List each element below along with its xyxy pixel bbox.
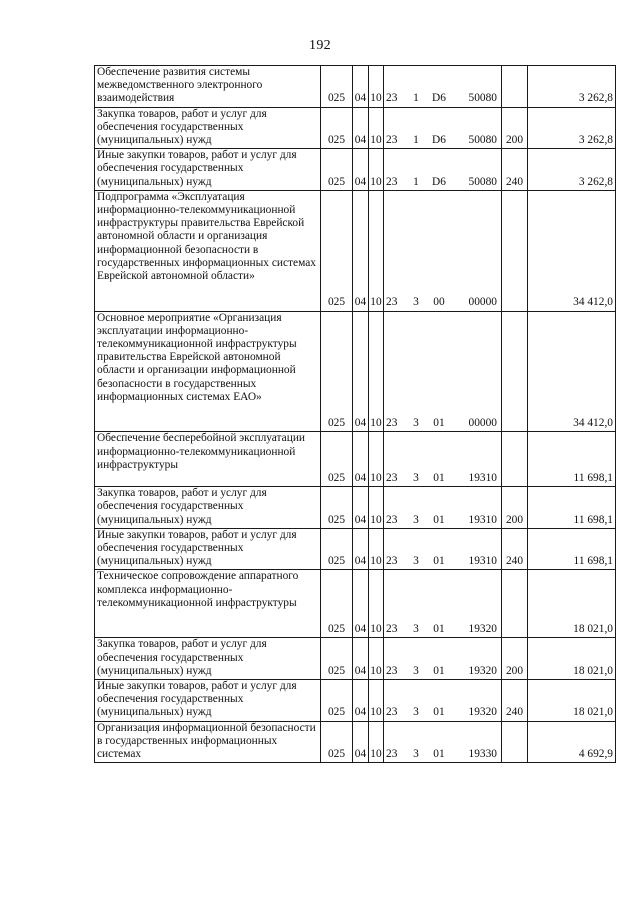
- row-target-code-cell: [384, 190, 502, 311]
- table-row: [95, 638, 616, 680]
- table-row: [95, 107, 616, 149]
- target-code: [384, 514, 501, 527]
- target-code-part: 23: [386, 471, 398, 484]
- row-pr-cell: 10: [369, 528, 384, 570]
- target-code-part: 50080: [468, 175, 497, 188]
- row-target-code-cell: [384, 679, 502, 721]
- target-code-part: 01: [433, 706, 445, 719]
- target-code: [384, 296, 501, 309]
- row-gr-cell: 025: [321, 149, 353, 191]
- row-target-code-cell: [384, 432, 502, 487]
- table-row: [95, 190, 616, 311]
- target-code-part: 00: [433, 296, 445, 309]
- target-code-part: 01: [433, 555, 445, 568]
- target-code-part: 01: [433, 747, 445, 760]
- row-target-code-cell: [384, 528, 502, 570]
- row-rz-cell: 04: [353, 679, 369, 721]
- row-pr-cell: 10: [369, 570, 384, 638]
- row-rz-cell: 04: [353, 432, 369, 487]
- target-code-part: 19320: [468, 706, 497, 719]
- target-code-part: 23: [386, 92, 398, 105]
- row-pr-cell: 10: [369, 190, 384, 311]
- row-sum-cell: 4 692,9: [528, 721, 616, 763]
- target-code-part: 19310: [468, 555, 497, 568]
- row-name-cell: Основное мероприятие «Организация эксплуатации информационно-телекоммуникационной инфраструктуры правительства Еврейской автономной области и организации информационной безопасности в государственных информационных системах ЕАО»: [95, 311, 321, 432]
- row-pr-cell: 10: [369, 487, 384, 529]
- target-code-part: 3: [413, 296, 419, 309]
- target-code-part: 23: [386, 417, 398, 430]
- target-code-part: 3: [413, 706, 419, 719]
- table-row: [95, 432, 616, 487]
- row-rz-cell: 04: [353, 570, 369, 638]
- target-code-part: 23: [386, 706, 398, 719]
- row-sum-cell: 18 021,0: [528, 638, 616, 680]
- target-code-part: 3: [413, 664, 419, 677]
- row-vr-cell: 240: [502, 528, 528, 570]
- target-code-part: 23: [386, 664, 398, 677]
- row-vr-cell: [502, 721, 528, 763]
- row-name-cell: Подпрограмма «Эксплуатация информационно-телекоммуникационной инфраструктуры правительства Еврейской автономной области и организация информационной безопасности в государственных информационных системах Еврейской автономной области»: [95, 190, 321, 311]
- row-target-code-cell: [384, 721, 502, 763]
- table-row: [95, 570, 616, 638]
- row-rz-cell: 04: [353, 528, 369, 570]
- row-rz-cell: 04: [353, 311, 369, 432]
- row-vr-cell: [502, 432, 528, 487]
- target-code: [384, 748, 501, 761]
- row-rz-cell: 04: [353, 149, 369, 191]
- target-code-part: D6: [432, 175, 446, 188]
- target-code: [384, 706, 501, 719]
- target-code-part: 23: [386, 747, 398, 760]
- target-code-part: 19320: [468, 623, 497, 636]
- table-body: [95, 66, 616, 763]
- row-pr-cell: 10: [369, 432, 384, 487]
- target-code-part: 3: [413, 747, 419, 760]
- target-code-part: 01: [433, 471, 445, 484]
- row-sum-cell: 11 698,1: [528, 487, 616, 529]
- row-vr-cell: 200: [502, 487, 528, 529]
- row-rz-cell: 04: [353, 66, 369, 108]
- target-code: [384, 555, 501, 568]
- row-vr-cell: [502, 311, 528, 432]
- row-sum-cell: 3 262,8: [528, 66, 616, 108]
- target-code-part: 00000: [468, 296, 497, 309]
- row-pr-cell: 10: [369, 721, 384, 763]
- row-rz-cell: 04: [353, 721, 369, 763]
- row-pr-cell: 10: [369, 107, 384, 149]
- row-gr-cell: 025: [321, 66, 353, 108]
- row-gr-cell: 025: [321, 311, 353, 432]
- row-name-cell: Обеспечение бесперебойной эксплуатации информационно-телекоммуникационной инфраструктуры: [95, 432, 321, 487]
- target-code-part: 50080: [468, 133, 497, 146]
- target-code-part: 19310: [468, 513, 497, 526]
- row-name-cell: Закупка товаров, работ и услуг для обеспечения государственных (муниципальных) нужд: [95, 107, 321, 149]
- target-code: [384, 92, 501, 105]
- target-code-part: 01: [433, 417, 445, 430]
- row-sum-cell: 34 412,0: [528, 311, 616, 432]
- row-rz-cell: 04: [353, 638, 369, 680]
- row-target-code-cell: [384, 66, 502, 108]
- row-name-cell: Закупка товаров, работ и услуг для обеспечения государственных (муниципальных) нужд: [95, 638, 321, 680]
- row-vr-cell: [502, 190, 528, 311]
- table-row: [95, 679, 616, 721]
- target-code-part: 3: [413, 471, 419, 484]
- target-code-part: D6: [432, 92, 446, 105]
- row-sum-cell: 11 698,1: [528, 528, 616, 570]
- row-gr-cell: 025: [321, 528, 353, 570]
- target-code-part: D6: [432, 133, 446, 146]
- target-code: [384, 472, 501, 485]
- row-pr-cell: 10: [369, 638, 384, 680]
- row-name-cell: Иные закупки товаров, работ и услуг для обеспечения государственных (муниципальных) нужд: [95, 149, 321, 191]
- row-name-cell: Иные закупки товаров, работ и услуг для обеспечения государственных (муниципальных) нужд: [95, 528, 321, 570]
- target-code-part: 23: [386, 175, 398, 188]
- row-sum-cell: 11 698,1: [528, 432, 616, 487]
- page-number: 192: [309, 38, 331, 53]
- target-code-part: 1: [413, 175, 419, 188]
- row-target-code-cell: [384, 107, 502, 149]
- budget-table: [94, 65, 616, 763]
- target-code-part: 01: [433, 664, 445, 677]
- target-code-part: 23: [386, 133, 398, 146]
- row-pr-cell: 10: [369, 149, 384, 191]
- row-vr-cell: [502, 66, 528, 108]
- row-rz-cell: 04: [353, 107, 369, 149]
- row-gr-cell: 025: [321, 570, 353, 638]
- target-code: [384, 665, 501, 678]
- row-gr-cell: 025: [321, 679, 353, 721]
- row-name-cell: Закупка товаров, работ и услуг для обеспечения государственных (муниципальных) нужд: [95, 487, 321, 529]
- row-vr-cell: [502, 570, 528, 638]
- row-gr-cell: 025: [321, 638, 353, 680]
- row-vr-cell: 200: [502, 638, 528, 680]
- target-code-part: 23: [386, 555, 398, 568]
- target-code: [384, 623, 501, 636]
- row-target-code-cell: [384, 311, 502, 432]
- row-name-cell: Организация информационной безопасности в государственных информационных системах: [95, 721, 321, 763]
- row-gr-cell: 025: [321, 432, 353, 487]
- table-row: [95, 149, 616, 191]
- target-code-part: 50080: [468, 92, 497, 105]
- row-pr-cell: 10: [369, 311, 384, 432]
- row-name-cell: Обеспечение развития системы межведомственного электронного взаимодействия: [95, 66, 321, 108]
- target-code-part: 23: [386, 623, 398, 636]
- row-target-code-cell: [384, 570, 502, 638]
- row-sum-cell: 18 021,0: [528, 679, 616, 721]
- row-rz-cell: 04: [353, 487, 369, 529]
- row-rz-cell: 04: [353, 190, 369, 311]
- row-sum-cell: 18 021,0: [528, 570, 616, 638]
- target-code-part: 3: [413, 513, 419, 526]
- target-code-part: 19320: [468, 664, 497, 677]
- row-target-code-cell: [384, 487, 502, 529]
- target-code: [384, 176, 501, 189]
- row-target-code-cell: [384, 638, 502, 680]
- target-code-part: 3: [413, 417, 419, 430]
- row-sum-cell: 34 412,0: [528, 190, 616, 311]
- target-code-part: 19330: [468, 747, 497, 760]
- target-code: [384, 417, 501, 430]
- target-code-part: 01: [433, 623, 445, 636]
- table-row: [95, 487, 616, 529]
- target-code-part: 3: [413, 555, 419, 568]
- target-code-part: 1: [413, 133, 419, 146]
- target-code-part: 3: [413, 623, 419, 636]
- row-name-cell: Иные закупки товаров, работ и услуг для обеспечения государственных (муниципальных) нужд: [95, 679, 321, 721]
- target-code-part: 19310: [468, 471, 497, 484]
- row-vr-cell: 240: [502, 679, 528, 721]
- target-code-part: 23: [386, 296, 398, 309]
- row-gr-cell: 025: [321, 107, 353, 149]
- target-code-part: 00000: [468, 417, 497, 430]
- row-sum-cell: 3 262,8: [528, 149, 616, 191]
- row-vr-cell: 240: [502, 149, 528, 191]
- target-code: [384, 134, 501, 147]
- row-gr-cell: 025: [321, 721, 353, 763]
- row-target-code-cell: [384, 149, 502, 191]
- row-vr-cell: 200: [502, 107, 528, 149]
- table-row: [95, 311, 616, 432]
- table-row: [95, 721, 616, 763]
- row-gr-cell: 025: [321, 487, 353, 529]
- target-code-part: 23: [386, 513, 398, 526]
- table-row: [95, 528, 616, 570]
- row-pr-cell: 10: [369, 679, 384, 721]
- target-code-part: 01: [433, 513, 445, 526]
- row-name-cell: Техническое сопровождение аппаратного комплекса информационно-телекоммуникационной инфраструктуры: [95, 570, 321, 638]
- row-sum-cell: 3 262,8: [528, 107, 616, 149]
- table-row: [95, 66, 616, 108]
- row-gr-cell: 025: [321, 190, 353, 311]
- target-code-part: 1: [413, 92, 419, 105]
- row-pr-cell: 10: [369, 66, 384, 108]
